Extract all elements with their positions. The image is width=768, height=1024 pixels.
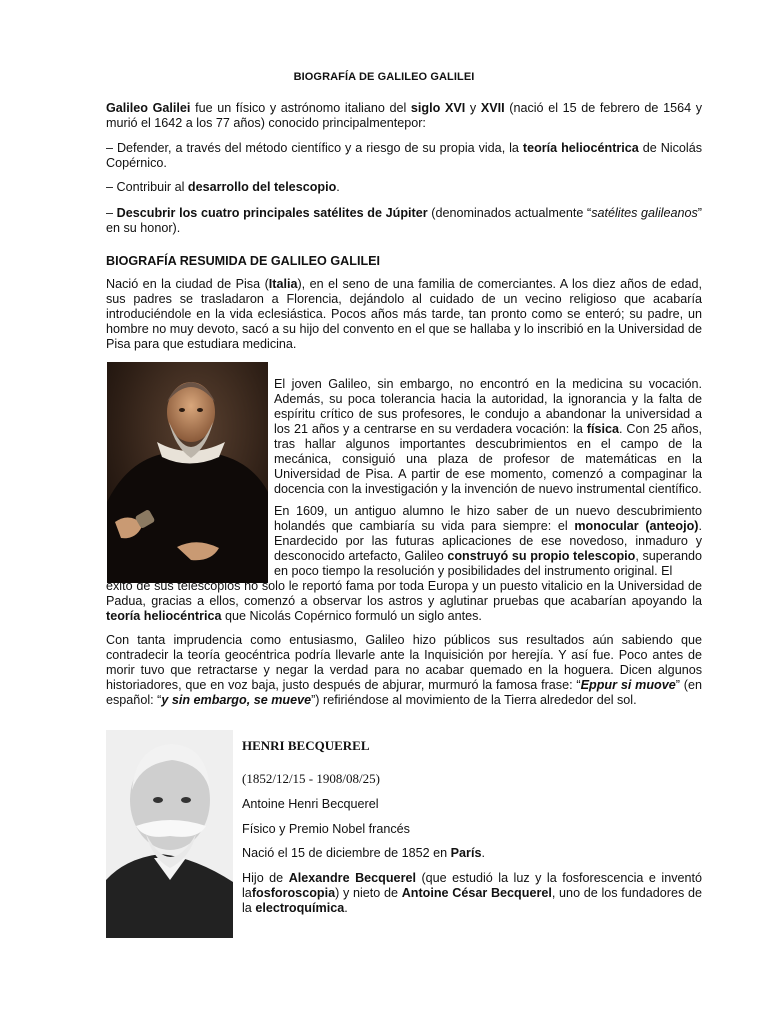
intro-paragraph: Galileo Galilei fue un físico y astrónomo italiano del siglo XVI y XVII (nació el 15 de febrero de 1564 y murió el 1642 a los 77 años) conocido principalmentepor: (106, 101, 703, 130)
bullet-jupiter: – Descubrir los cuatro principales satélites de Júpiter (denominados actualmente “satélites galileanos” en su honor). (106, 206, 702, 235)
paragraph-vocation: El joven Galileo, sin embargo, no encontró en la medicina su vocación. Además, su poca tolerancia hacia la autoridad, la ignorancia y la falta de espíritu crítico de sus profesores, le condujo a abandonar la universidad a los 21 años y a centrarse en su verdadera vocación: la física. Con 25 años, tras hallar algunos importantes descubrimientos en el campo de la mecánica, consiguió una plaza de profesor de matemáticas en la Universidad de Pisa. A partir de ese momento, comenzó a compaginar la docencia con la investigación y la invención de nuevo instrumental científico. (274, 377, 702, 496)
section-heading: BIOGRAFÍA RESUMIDA DE GALILEO GALILEI (106, 254, 381, 268)
becquerel-dates: (1852/12/15 - 1908/08/25) (242, 771, 380, 786)
becquerel-heading: HENRI BECQUEREL (242, 738, 370, 753)
paragraph-inquisition: Con tanta imprudencia como entusiasmo, Galileo hizo públicos sus resultados aún sabiendo que contradecir la teoría geocéntrica podría llevarle ante la Inquisición por herejía. Y así fue. Poco antes de morir tuvo que retractarse y negar la verdad para no acabar quemado en la hoguera. Dicen algunos historiadores, que en voz baja, justo después de abjurar, murmuró la famosa frase: “Eppur si muove” (en español: “y sin embargo, se mueve”) refiriéndose al movimiento de la Tierra alrededor del sol. (106, 633, 702, 707)
paragraph-telescope-success: éxito de sus telescopios no solo le reportó fama por toda Europa y un puesto vitalicio en la Universidad de Padua, gracias a ellos, comenzó a observar los astros y aglutinar pruebas que acabarían apoyando la teoría heliocéntrica que Nicolás Copérnico formuló un siglo antes. (106, 579, 702, 623)
becquerel-role: Físico y Premio Nobel francés (242, 822, 410, 836)
paragraph-telescope: En 1609, un antiguo alumno le hizo saber de un nuevo descubrimiento holandés que cambiaría su vida para siempre: el monocular (anteojo). Enardecido por las futuras aplicaciones de ese novedoso, inmaduro y desconocido artefacto, Galileo construyó su propio telescopio, superando en poco tiempo la resolución y posibilidades del instrumento original. El (274, 504, 703, 578)
becquerel-family: Hijo de Alexandre Becquerel (que estudió la luz y la fosforescencia e inventó lafosforoscopia) y nieto de Antoine César Becquerel, uno de los fundadores de la electroquímica. (242, 871, 703, 915)
galileo-name: Galileo Galilei (106, 101, 191, 115)
becquerel-portrait (106, 730, 233, 938)
becquerel-birth: Nació el 15 de diciembre de 1852 en París. (242, 846, 485, 860)
paragraph-childhood: Nació en la ciudad de Pisa (Italia), en el seno de una familia de comerciantes. A los diez años de edad, sus padres se trasladaron a Florencia, dejándolo al cuidado de un vecino religioso que acabaría introduciéndole en la vida eclesiástica. Pocos años más tarde, tan pronto como se enteró; su padre, un hombre no muy devoto, sacó a su hijo del convento en el que se hallaba y lo inscribió en la Universidad de Pisa para que estudiara medicina. (106, 277, 702, 351)
page-title: BIOGRAFÍA DE GALILEO GALILEI (293, 71, 475, 83)
bullet-heliocentric: – Defender, a través del método científico y a riesgo de su propia vida, la teoría heliocéntrica de Nicolás Copérnico. (106, 141, 702, 170)
galileo-portrait (107, 362, 268, 583)
becquerel-fullname: Antoine Henri Becquerel (242, 797, 379, 811)
bullet-telescope: – Contribuir al desarrollo del telescopio. (106, 180, 340, 194)
